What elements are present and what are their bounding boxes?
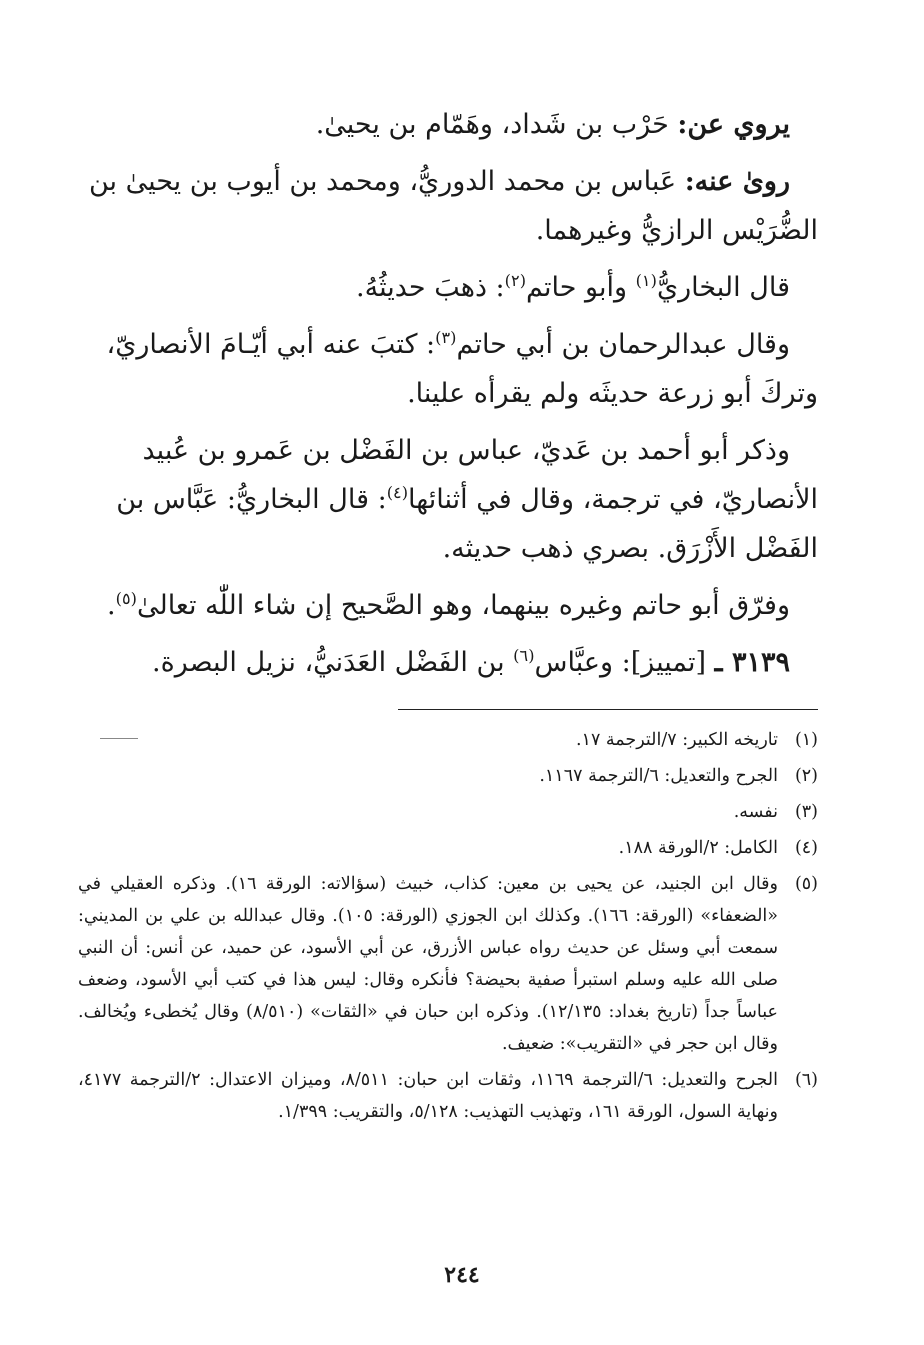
entry-3139 [78,638,818,687]
footnote-ref-6[interactable]: (٦) [513,646,535,665]
footnote-ref-3[interactable]: (٣) [435,328,457,347]
paragraph-distinction [78,581,818,630]
paragraph-narrates-from [78,100,818,149]
paragraph-ibn-abi-hatim [78,320,818,418]
entry-number: ٣١٣٩ ـ [714,647,790,678]
footnote-ref-2[interactable]: (٢) [504,271,527,290]
footnote-1 [78,724,818,756]
footnote-number: (٦) [794,1070,818,1090]
footnote-ref-5[interactable]: (٥) [115,589,137,608]
footnote-text: الجرح والتعديل: ٦/الترجمة ١١٦٩، وثقات ابن حبان: ٨/٥١١، وميزان الاعتدال: ٢/الترجمة ٤١٧٧، ونهاية السول، الورقة ١٦١، وتهذيب التهذيب: ٥/١٢٨، والتقريب: ١/٣٩٩. [78,1070,778,1122]
footnote-6 [78,1064,818,1128]
text-part: : ذهبَ حديثُهُ. [356,272,505,303]
main-text [78,100,818,687]
paragraph-narrated-by [78,157,818,255]
footnote-number: (٤) [794,838,818,858]
footnote-4 [78,832,818,864]
text-part: وأبو حاتم [526,272,636,303]
page-content [78,100,818,1132]
text-narrated-by: عَباس بن محمد الدوريُّ، ومحمد بن أيوب بن يحيىٰ بن الضُّرَيْس الرازيُّ وغيرهما. [88,166,818,246]
paragraph-ibn-adi [78,426,818,573]
footnote-number: (١) [794,730,818,750]
footnote-text: الكامل: ٢/الورقة ١٨٨. [618,838,778,858]
entry-text: بن الفَضْل العَدَنيُّ، نزيل البصرة. [151,647,514,678]
label-narrated-by: رویٰ عنه: [684,166,790,197]
footnote-number: (٥) [794,874,818,894]
footnotes [78,724,818,1128]
text-narrates-from: حَرْب بن شَداد، وهَمّام بن يحيىٰ. [315,109,678,140]
label-narrates-from: يروي عن: [677,109,790,140]
footnote-ref-1[interactable]: (١) [635,271,657,290]
footnote-2 [78,760,818,792]
footnote-ref-4[interactable]: (٤) [386,483,409,502]
text-part: : كتبَ عنه أبي أيّـامَ الأنصاريّ، وتركَ أبو زرعة حديثَه ولم يقرأه علينا. [106,329,818,409]
footnote-text: نفسه. [733,802,778,822]
entry-text: [تمييز]: وعبَّاس [534,647,715,678]
footnote-3 [78,796,818,828]
page-number: ٢٤٤ [444,1262,480,1288]
text-part: : قال البخاريُّ: عَبَّاس بن الفَضْل الأَزْرَق. بصري ذهب حديثه. [116,484,818,564]
text-part: وفرّق أبو حاتم وغيره بينهما، وهو الصَّحيح إن شاء اللّٰه تعالىٰ [136,590,790,621]
text-part: . [107,590,116,621]
footnote-text: الجرح والتعديل: ٦/الترجمة ١١٦٧. [539,766,778,786]
footnote-divider [398,709,818,710]
footnote-number: (٣) [794,802,818,822]
footnote-text: تاريخه الكبير: ٧/الترجمة ١٧. [575,730,778,750]
margin-scan-mark [100,738,138,739]
footnote-text: وقال ابن الجنيد، عن يحيى بن معين: كذاب، خبيث (سؤالاته: الورقة ١٦). وذكره العقيلي في «الضعفاء» (الورقة: ١٦٦). وكذلك ابن الجوزي (الورقة: ١٠٥). وقال عبدالله بن علي بن المديني: سمعت أبي وسئل عن حديث رواه عباس الأزرق، عن أبي الأسود، عن حميد، عن أنس: أن النبي صلى الله عليه وسلم استبرأ صفية بحيضة؟ فأنكره وقال: ليس هذا في كتب أبي الأسود، وضعف عباساً جداً (تاريخ بغداد: ١٢/١٣٥). وذكره ابن حبان في «الثقات» (٨/٥١٠) وقال يُخطىء ويُخالف. وقال ابن حجر في «التقريب»: ضعيف. [78,874,778,1054]
text-part: وقال عبدالرحمان بن أبي حاتم [456,329,790,360]
paragraph-bukhari-abuhatim [78,263,818,312]
footnote-5 [78,868,818,1060]
footnote-number: (٢) [794,766,818,786]
text-part: قال البخاريُّ [656,272,790,303]
text-part: وذكر أبو أحمد بن عَديّ، عباس بن الفَضْل بن عَمرو بن عُبيد الأنصاريّ، في ترجمة، وقال في أثنائها [142,435,818,515]
